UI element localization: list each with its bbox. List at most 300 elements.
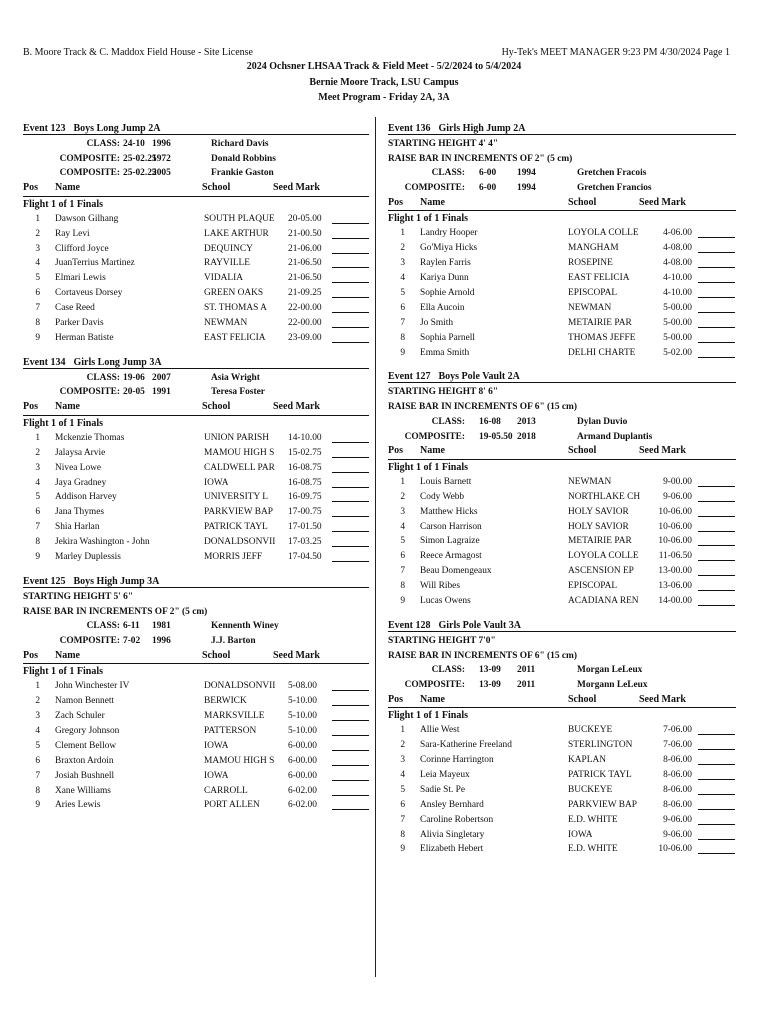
entry-position: 7 [35,522,40,533]
athlete-name: Go'Miya Hicks [420,243,478,254]
seed-mark: 7-06.00 [663,740,692,751]
result-blank-line [332,809,369,810]
seed-mark-header: Seed Mark [639,445,686,457]
seed-mark: 20-05.00 [288,213,322,224]
record-mark: 6-00 [479,183,497,194]
athlete-name: Josiah Bushnell [55,770,115,781]
school-name: IOWA [204,770,229,781]
school-name: EAST FELICIA [204,332,266,343]
entry-row [23,739,369,754]
entry-row [388,226,736,241]
school-name: NEWMAN [204,317,248,328]
record-year: 1972 [152,153,171,164]
result-blank-line [332,531,369,532]
record-mark: 25-02.25 [123,168,157,179]
entry-row [23,798,369,813]
event-name: Girls High Jump 2A [438,123,526,134]
school-name: ROSEPINE [568,258,613,269]
entry-row [388,520,736,535]
athlete-name: Herman Batiste [55,332,114,343]
event-name: Boys Long Jump 2A [73,123,161,134]
record-year: 1996 [152,139,171,149]
school-name: KAPLAN [568,755,607,766]
seed-mark: 6-00.00 [288,740,317,751]
seed-mark: 8-06.00 [663,784,692,795]
seed-mark: 5-02.00 [663,347,692,358]
entry-row [23,461,369,476]
meet-title: 2024 Ochsner LHSAA Track & Field Meet - 5/2/2024 to 5/4/2024 [246,61,522,72]
seed-mark: 6-02.00 [288,785,317,796]
result-blank-line [698,501,735,502]
entry-position: 5 [400,784,405,795]
school-name: NEWMAN [568,476,612,487]
athlete-name: Parker Davis [55,317,104,328]
record-mark: 6-11 [123,621,140,632]
seed-mark-header: Seed Mark [639,196,686,208]
record-label: COMPOSITE: [404,183,465,194]
athlete-name: Sophia Parnell [420,332,475,343]
school-name: SOUTH PLAQUE [204,213,275,224]
seed-mark: 10-06.00 [658,844,692,855]
seed-mark: 4-08.00 [663,258,692,269]
event-block [23,352,369,565]
entry-row [23,286,369,301]
entry-position: 3 [35,711,40,722]
athlete-name: Elmari Lewis [55,273,106,284]
result-blank-line [698,853,735,854]
result-blank-line [698,839,735,840]
result-blank-line [332,472,369,473]
seed-mark: 13-00.00 [658,566,692,577]
entry-position: 2 [35,447,40,458]
entry-position: 7 [35,770,40,781]
seed-mark: 9-00.00 [663,476,692,487]
athlete-name: Jana Thymes [55,507,105,518]
result-blank-line [698,342,735,343]
event-block [388,366,736,608]
entry-position: 4 [400,273,405,284]
athlete-name: Reece Armagost [420,551,482,562]
seed-mark: 8-06.00 [663,770,692,781]
record-year: 2018 [517,431,536,442]
school-name: ST. THOMAS A [204,303,267,314]
result-blank-line [332,546,369,547]
seed-mark: 4-08.00 [663,243,692,254]
entry-row [388,723,736,738]
record-year: 1994 [517,168,536,179]
entry-row [388,286,736,301]
record-mark: 13-09 [479,665,501,676]
athlete-name: Jekira Washington - John [55,537,150,548]
school-name: PARKVIEW BAP [204,507,274,518]
school-name: IOWA [204,740,229,751]
entry-position: 7 [400,317,405,328]
event-instruction: STARTING HEIGHT 4' 4" [388,139,499,149]
athlete-name: Landry Hooper [420,228,478,239]
meet-program-title: Meet Program - Friday 2A, 3A [318,92,450,103]
school-name: MAMOU HIGH S [204,447,275,458]
event-number: Event 127 [388,371,431,383]
entry-row [388,783,736,798]
column-headers [388,196,736,212]
record-label: COMPOSITE: [59,153,120,164]
pos-header: Pos [23,182,38,194]
record-label: COMPOSITE: [404,431,465,442]
record-line [388,166,736,181]
entry-row [23,212,369,227]
seed-mark: 16-08.75 [288,462,322,473]
entry-row [23,446,369,461]
result-blank-line [698,560,735,561]
entry-position: 4 [35,477,40,488]
school-name: HOLY SAVIOR [568,506,629,517]
column-headers [388,693,736,709]
school-name: EAST FELICIA [568,273,630,284]
record-holder: Frankie Gaston [211,168,274,179]
entry-position: 2 [35,696,40,707]
seed-mark: 6-00.00 [288,755,317,766]
school-name: DONALDSONVII [204,681,276,692]
athlete-name: Case Reed [55,303,95,314]
school-name: BUCKEYE [568,725,613,736]
entry-row [23,227,369,242]
entry-position: 8 [400,332,405,343]
pos-header: Pos [388,445,403,457]
entry-position: 1 [400,725,405,736]
school-header: School [202,182,231,194]
result-blank-line [698,734,735,735]
record-label: CLASS: [86,139,120,149]
athlete-name: John Winchester IV [55,681,130,692]
entry-row [388,798,736,813]
school-name: PARKVIEW BAP [568,799,638,810]
seed-mark: 8-06.00 [663,755,692,766]
athlete-name: Corinne Harrington [420,755,494,766]
entry-position: 2 [400,740,405,751]
school-name: BUCKEYE [568,784,613,795]
result-blank-line [332,487,369,488]
right-column [388,118,736,857]
result-blank-line [332,690,369,691]
seed-mark: 17-01.50 [288,522,322,533]
record-line [388,678,736,693]
result-blank-line [332,457,369,458]
entry-position: 1 [400,228,405,239]
school-header: School [202,401,231,413]
athlete-name: Cody Webb [420,491,465,502]
athlete-name: Louis Barnett [420,476,472,487]
record-line [388,181,736,196]
result-blank-line [698,794,735,795]
seed-mark: 8-06.00 [663,799,692,810]
athlete-name: Alivia Singletary [420,829,485,840]
pos-header: Pos [388,196,403,208]
entry-position: 9 [400,844,405,855]
entry-row [23,550,369,565]
result-blank-line [698,809,735,810]
event-instruction: RAISE BAR IN INCREMENTS OF 2" (5 cm) [23,606,208,617]
column-divider [375,117,376,977]
record-year: 2013 [517,416,536,427]
result-blank-line [332,795,369,796]
athlete-name: Ansley Bernhard [420,799,484,810]
athlete-name: Sophie Arnold [420,288,475,298]
pos-header: Pos [388,693,403,705]
record-mark: 16-08 [479,416,501,427]
event-block [388,118,736,360]
school-name: UNIVERSITY L [204,492,268,503]
name-header: Name [420,196,445,208]
result-blank-line [698,749,735,750]
athlete-name: Clement Bellow [55,740,117,751]
event-title [388,615,736,632]
school-name: CALDWELL PAR [204,462,275,473]
seed-mark-header: Seed Mark [273,649,320,661]
seed-mark: 9-06.00 [663,491,692,502]
entry-row [388,271,736,286]
flight-heading: Flight 1 of 1 Finals [23,666,104,678]
record-mark: 7-02 [123,635,141,646]
seed-mark: 11-06.50 [658,551,692,562]
seed-mark: 21-09.25 [288,288,322,299]
seed-mark: 4-10.00 [663,273,692,284]
entry-row [388,594,736,609]
meet-venue: Bernie Moore Track, LSU Campus [309,77,459,88]
seed-mark: 4-06.00 [663,228,692,239]
event-instruction: RAISE BAR IN INCREMENTS OF 6" (15 cm) [388,402,577,413]
entry-position: 3 [35,462,40,473]
seed-mark: 17-00.75 [288,507,322,518]
athlete-name: Clifford Joyce [55,243,109,254]
record-line [23,619,369,634]
event-number: Event 128 [388,619,431,631]
event-number: Event 136 [388,123,431,134]
name-header: Name [55,401,80,413]
result-blank-line [698,297,735,298]
record-mark: 19-06 [123,372,145,383]
result-blank-line [698,486,735,487]
record-label: COMPOSITE: [59,635,120,646]
athlete-name: Namon Bennett [55,696,115,707]
event-name: Boys Pole Vault 2A [438,371,520,383]
result-blank-line [332,516,369,517]
athlete-name: Gregory Johnson [55,725,120,736]
result-blank-line [698,282,735,283]
entry-row [23,316,369,331]
entry-row [388,549,736,564]
result-blank-line [698,824,735,825]
school-name: LAKE ARTHUR [204,228,269,239]
record-holder: Gretchen Francios [577,183,652,194]
entry-position: 8 [35,317,40,328]
school-name: DELHI CHARTE [568,347,636,358]
result-blank-line [332,561,369,562]
seed-mark: 5-00.00 [663,332,692,343]
event-instruction: RAISE BAR IN INCREMENTS OF 6" (15 cm) [388,650,577,661]
record-mark: 6-00 [479,168,497,179]
seed-mark: 6-00.00 [288,770,317,781]
entry-position: 6 [400,302,405,313]
entry-position: 4 [35,725,40,736]
athlete-name: Simon Lagraize [420,536,480,547]
entry-row [23,242,369,257]
entry-position: 7 [35,303,40,314]
school-name: MORRIS JEFF [204,551,263,562]
event-block [388,615,736,857]
athlete-name: Lucas Owens [420,596,471,607]
record-mark: 25-02.25 [123,153,157,164]
record-label: CLASS: [431,416,465,427]
school-name: LOYOLA COLLE [568,228,639,239]
record-year: 2011 [517,679,536,690]
column-headers [23,181,369,197]
school-name: GREEN OAKS [204,288,264,299]
record-holder: Richard Davis [211,139,269,149]
school-name: DEQUINCY [204,243,253,254]
school-name: PATRICK TAYL [568,770,632,781]
entry-position: 2 [35,228,40,239]
entry-row [23,256,369,271]
result-blank-line [332,780,369,781]
entry-row [388,813,736,828]
entry-row [23,476,369,491]
result-blank-line [332,312,369,313]
seed-mark: 5-10.00 [288,696,317,707]
record-holder: Morgan LeLeux [577,665,643,676]
record-line [23,634,369,649]
column-headers [23,400,369,416]
entry-position: 8 [35,785,40,796]
seed-mark: 4-10.00 [663,288,692,298]
entry-position: 7 [400,814,405,825]
record-holder: Gretchen Fracois [577,168,647,179]
result-blank-line [332,297,369,298]
event-title [388,118,736,135]
entry-row [23,679,369,694]
entry-row [23,301,369,316]
pos-header: Pos [23,649,38,661]
result-blank-line [698,531,735,532]
result-blank-line [698,764,735,765]
record-label: COMPOSITE: [59,387,120,398]
entry-position: 8 [400,581,405,592]
school-name: IOWA [204,477,229,488]
result-blank-line [698,545,735,546]
record-line [388,663,736,678]
record-label: CLASS: [431,665,465,676]
result-blank-line [698,327,735,328]
result-blank-line [698,779,735,780]
seed-mark: 21-06.00 [288,243,322,254]
result-blank-line [698,516,735,517]
entry-position: 1 [35,213,40,224]
result-blank-line [698,605,735,606]
seed-mark-header: Seed Mark [273,401,320,413]
entry-row [23,431,369,446]
athlete-name: Will Ribes [420,581,460,592]
entry-row [388,828,736,843]
entry-position: 5 [400,288,405,298]
seed-mark: 15-02.75 [288,447,322,458]
entry-row [23,490,369,505]
seed-mark: 10-06.00 [658,521,692,532]
record-mark: 19-05.50 [479,431,513,442]
event-instruction: STARTING HEIGHT 5' 6" [23,591,134,602]
result-blank-line [332,342,369,343]
entry-row [388,316,736,331]
result-blank-line [332,442,369,443]
seed-mark: 5-10.00 [288,711,317,722]
column-headers [388,444,736,460]
school-name: RAYVILLE [204,258,251,269]
record-holder: Morgann LeLeux [577,679,648,690]
result-blank-line [698,267,735,268]
entry-position: 3 [35,243,40,254]
event-block [23,118,369,346]
entry-position: 4 [400,770,405,781]
record-holder: Kennenth Winey [211,621,279,632]
entry-row [23,694,369,709]
record-holder: Asia Wright [211,372,260,383]
school-name: STERLINGTON [568,740,633,751]
record-holder: J.J. Barton [211,635,256,646]
entry-position: 4 [35,258,40,269]
entry-row [23,754,369,769]
event-number: Event 125 [23,575,66,587]
entry-row [23,724,369,739]
athlete-name: Sadie St. Pe [420,784,466,795]
flight-heading: Flight 1 of 1 Finals [388,710,469,722]
name-header: Name [55,182,80,194]
seed-mark: 17-03.25 [288,537,322,548]
entry-position: 6 [400,799,405,810]
entry-row [23,331,369,346]
athlete-name: Dawson Gilhang [55,213,119,224]
athlete-name: Allie West [420,725,460,736]
seed-mark: 16-08.75 [288,477,322,488]
athlete-name: Jaya Gradney [55,477,107,488]
seed-mark: 5-00.00 [663,302,692,313]
seed-mark: 22-00.00 [288,303,322,314]
seed-mark: 10-06.00 [658,506,692,517]
entry-position: 1 [400,476,405,487]
athlete-name: Raylen Farris [420,258,471,269]
record-year: 1991 [152,387,171,398]
name-header: Name [55,649,80,661]
entry-row [23,784,369,799]
result-blank-line [698,252,735,253]
name-header: Name [420,445,445,457]
athlete-name: Shia Harlan [55,522,100,533]
seed-mark: 10-06.00 [658,536,692,547]
seed-mark: 23-09.00 [288,332,322,343]
entry-row [23,535,369,550]
seed-mark: 14-10.00 [288,432,322,443]
record-label: COMPOSITE: [59,168,120,179]
school-name: CARROLL [204,785,248,796]
result-blank-line [332,750,369,751]
entry-row [23,505,369,520]
school-name: NORTHLAKE CH [568,491,641,502]
entry-row [388,490,736,505]
entry-position: 9 [35,551,40,562]
entry-row [388,505,736,520]
entry-position: 8 [35,537,40,548]
record-year: 2005 [152,168,171,179]
record-year: 1996 [152,635,171,646]
entry-row [23,709,369,724]
name-header: Name [420,693,445,705]
